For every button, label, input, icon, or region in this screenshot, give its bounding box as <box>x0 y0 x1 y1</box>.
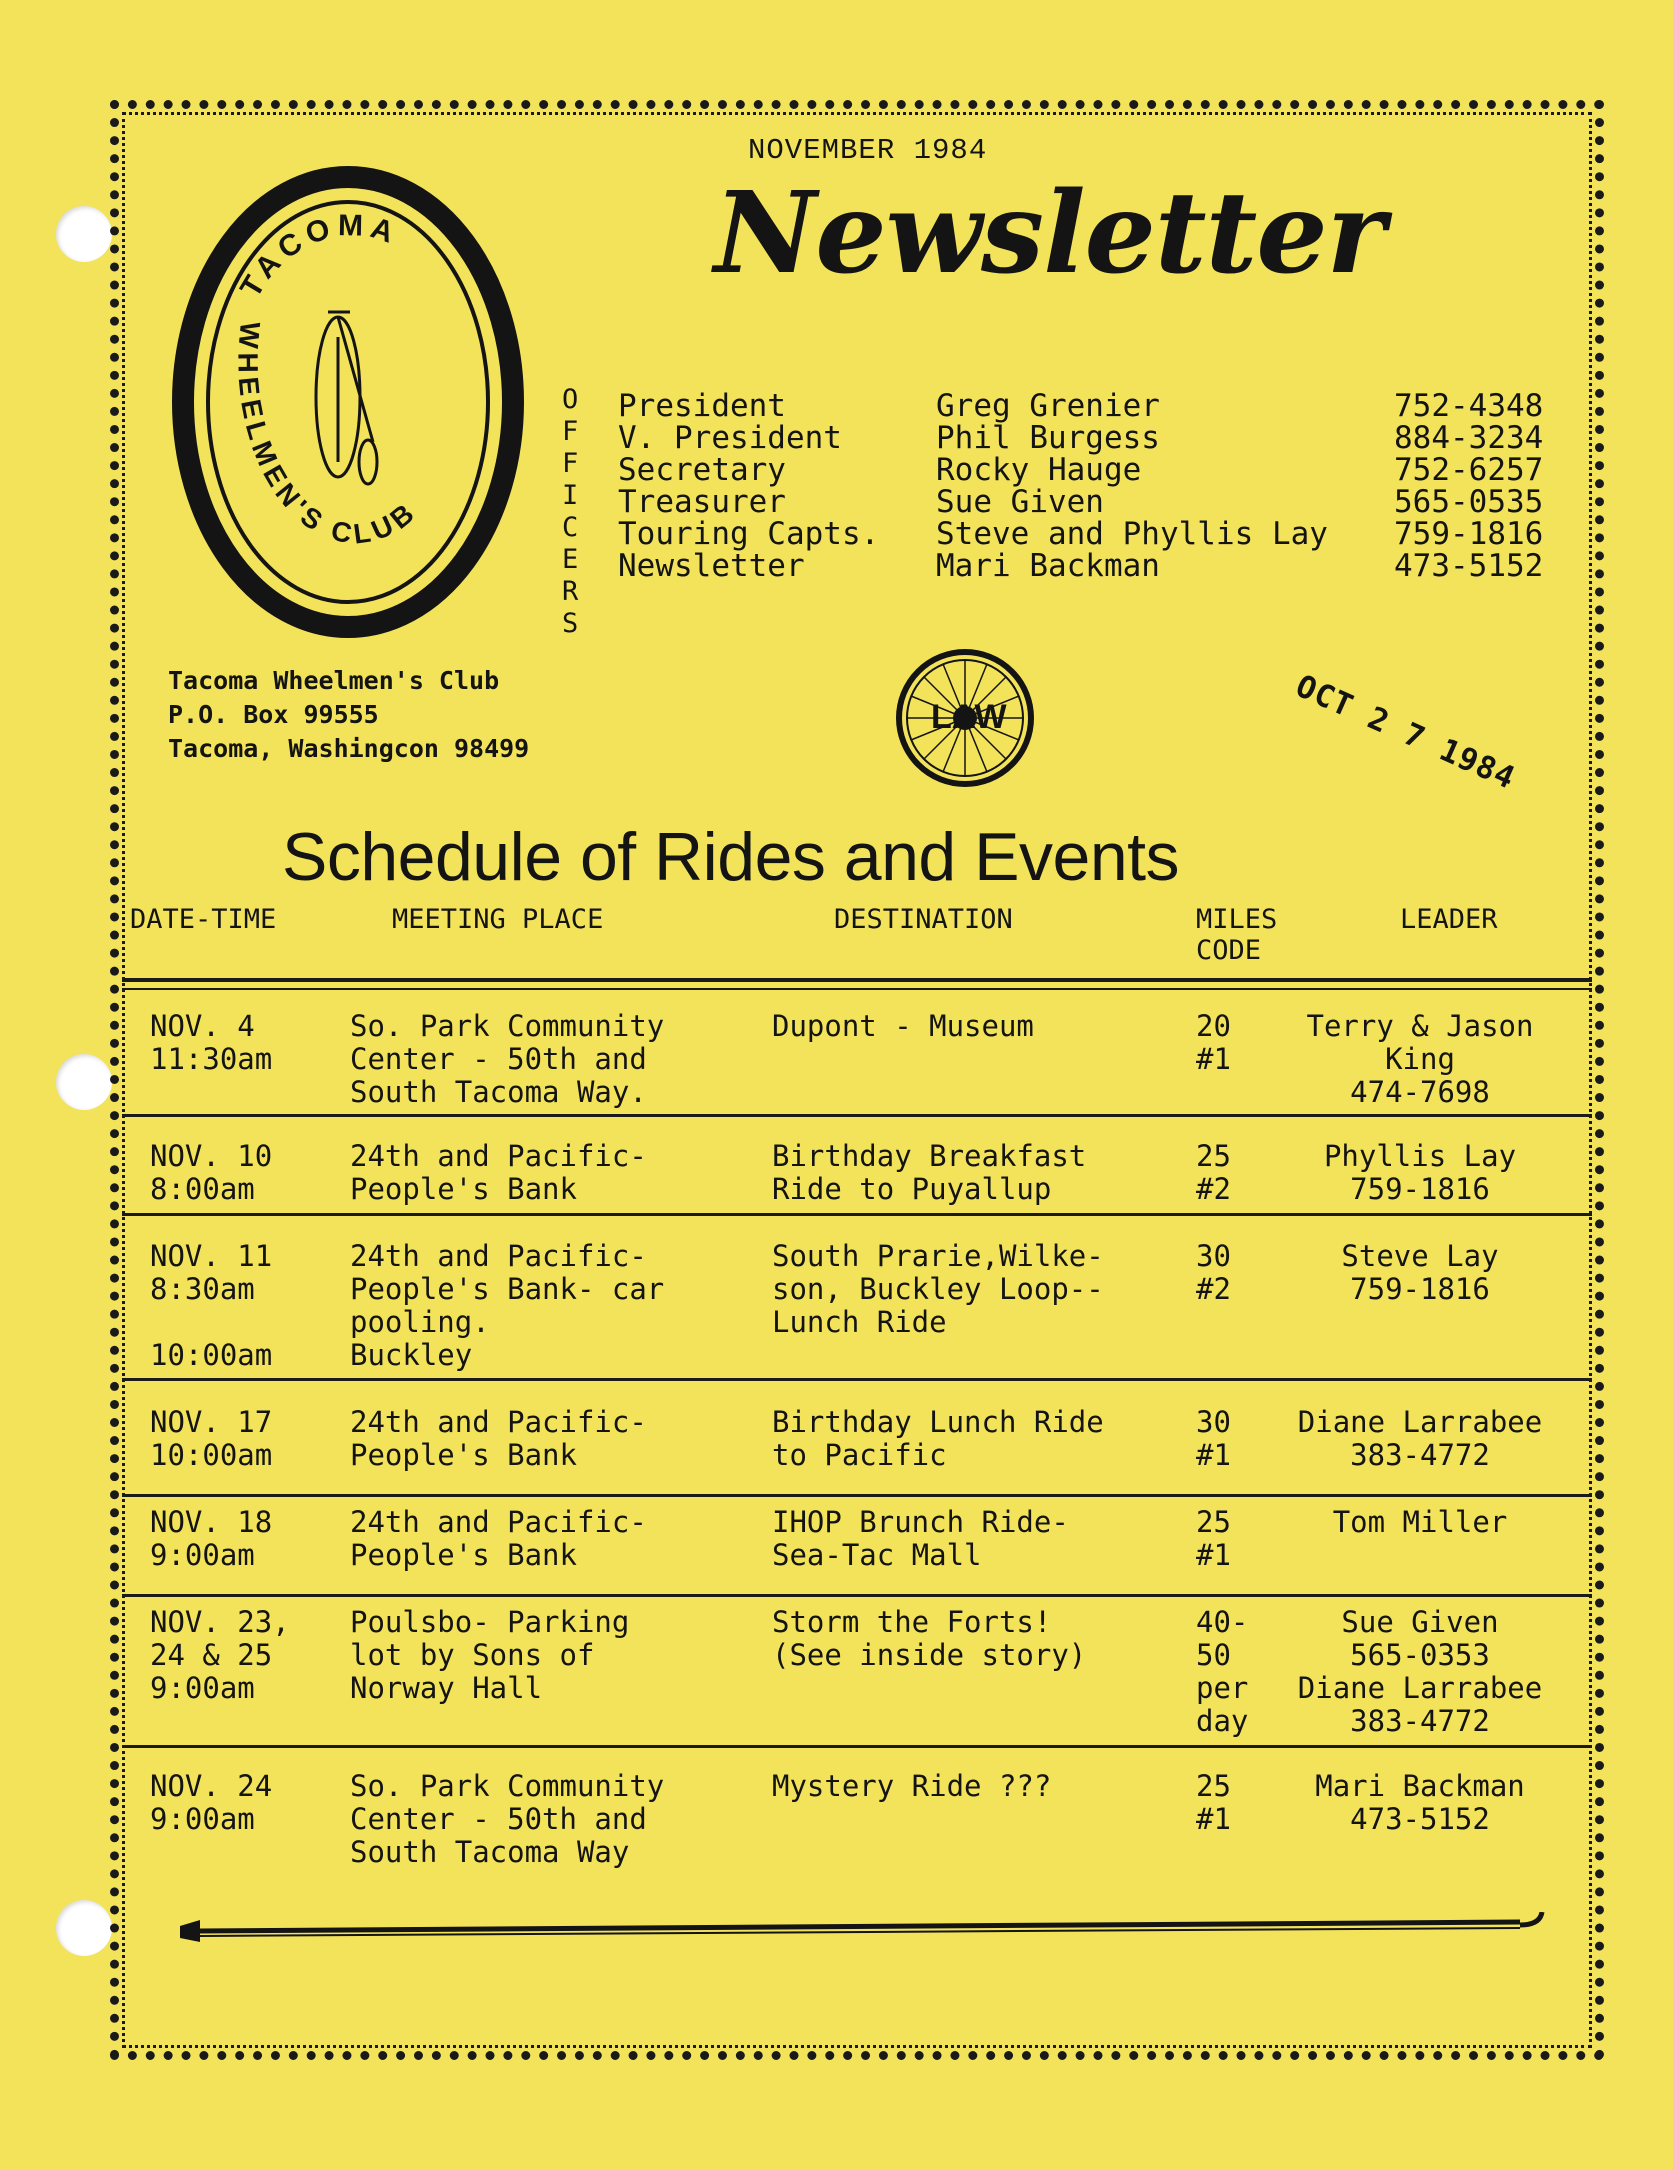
ride-destination: IHOP Brunch Ride- Sea-Tac Mall <box>772 1505 1069 1572</box>
penny-farthing-icon <box>316 312 377 484</box>
logo-side-text: WHEELMEN'S CLUB <box>232 320 424 550</box>
ride-date: NOV. 18 9:00am <box>150 1505 273 1572</box>
col-header-destination: DESTINATION <box>834 904 1013 935</box>
col-header-leader: LEADER <box>1400 904 1498 935</box>
acrostic-letter: F <box>562 416 579 447</box>
col-header-meeting: MEETING PLACE <box>392 904 604 935</box>
binder-hole-top <box>56 206 112 262</box>
officer-role: Newsletter <box>618 548 805 584</box>
ride-date: NOV. 17 10:00am <box>150 1405 273 1472</box>
acrostic-letter: S <box>562 608 579 639</box>
ride-miles-code: 40- 50 per day <box>1196 1605 1249 1738</box>
ride-meeting-place: So. Park Community Center - 50th and South Tacoma Way <box>350 1769 665 1869</box>
ride-date: NOV. 4 11:30am <box>150 1009 273 1076</box>
ride-miles-code: 30 #1 <box>1196 1405 1231 1472</box>
ride-meeting-place: 24th and Pacific- People's Bank <box>350 1139 647 1206</box>
ride-miles-code: 25 #1 <box>1196 1505 1231 1572</box>
ride-meeting-place: 24th and Pacific- People's Bank <box>350 1405 647 1472</box>
acrostic-letter: C <box>562 512 579 543</box>
ride-leader: Mari Backman 473-5152 <box>1315 1769 1525 1836</box>
officer-name: Greg Grenier <box>936 388 1160 424</box>
ride-meeting-place: 24th and Pacific- People's Bank <box>350 1505 647 1572</box>
club-logo <box>168 162 528 642</box>
officer-role: V. President <box>618 420 842 456</box>
ride-date: NOV. 23, 24 & 25 9:00am <box>150 1605 290 1705</box>
ride-destination: Birthday Lunch Ride to Pacific <box>772 1405 1104 1472</box>
acrostic-letter: F <box>562 448 579 479</box>
ride-leader: Sue Given 565-0353 Diane Larrabee 383-4772 <box>1297 1605 1543 1738</box>
officer-role: President <box>618 388 786 424</box>
svg-text:WHEELMEN'S CLUB <box>232 321 423 550</box>
officer-row <box>618 484 1558 520</box>
officer-row <box>618 516 1558 552</box>
officer-phone: 884-3234 <box>1394 420 1544 456</box>
row-divider <box>122 1745 1592 1748</box>
address-line: P.O. Box 99555 <box>168 700 379 729</box>
club-address <box>168 664 529 766</box>
row-divider <box>122 1378 1592 1381</box>
officer-role: Treasurer <box>618 484 786 520</box>
ride-destination: Storm the Forts! (See inside story) <box>772 1605 1087 1672</box>
binder-hole-middle <box>56 1054 112 1110</box>
officer-row <box>618 452 1558 488</box>
officer-name: Steve and Phyllis Lay <box>936 516 1328 552</box>
ride-leader: Terry & Jason King 474-7698 <box>1306 1009 1534 1109</box>
ride-destination: Mystery Ride ??? <box>772 1769 1052 1803</box>
officer-name: Sue Given <box>936 484 1104 520</box>
ride-meeting-place: Poulsbo- Parking lot by Sons of Norway Hall <box>350 1605 630 1705</box>
officer-phone: 473-5152 <box>1394 548 1544 584</box>
ride-leader: Tom Miller <box>1332 1505 1508 1539</box>
ride-meeting-place: So. Park Community Center - 50th and South Tacoma Way. <box>350 1009 665 1109</box>
acrostic-letter: I <box>562 480 579 511</box>
newsletter-title: Newsletter <box>714 168 1385 299</box>
ride-destination: Birthday Breakfast Ride to Puyallup <box>772 1139 1087 1206</box>
row-divider <box>122 1213 1592 1216</box>
ride-miles-code: 30 #2 <box>1196 1239 1231 1306</box>
issue-date: NOVEMBER 1984 <box>748 134 988 167</box>
ride-destination: South Prarie,Wilke- son, Buckley Loop-- Lunch Ride <box>772 1239 1104 1339</box>
header-divider <box>122 978 1592 982</box>
acrostic-letter: O <box>562 384 579 415</box>
officer-phone: 759-1816 <box>1394 516 1544 552</box>
officer-phone: 752-4348 <box>1394 388 1544 424</box>
officer-phone: 752-6257 <box>1394 452 1544 488</box>
officer-row <box>618 420 1558 456</box>
schedule-title: Schedule of Rides and Events <box>282 819 1180 895</box>
ride-date: NOV. 24 9:00am <box>150 1769 273 1836</box>
ride-miles-code: 25 #2 <box>1196 1139 1231 1206</box>
ride-meeting-place: 24th and Pacific- People's Bank- car pooling. Buckley <box>350 1239 665 1372</box>
officer-role: Touring Capts. <box>618 516 880 552</box>
officer-row <box>618 548 1558 584</box>
officer-name: Mari Backman <box>936 548 1160 584</box>
ride-leader: Steve Lay 759-1816 <box>1341 1239 1499 1306</box>
header-divider <box>122 988 1592 990</box>
acrostic-letter: R <box>562 576 579 607</box>
row-divider <box>122 1114 1592 1117</box>
officer-row <box>618 388 1558 424</box>
col-header-miles: MILES CODE <box>1196 904 1278 966</box>
ride-date: NOV. 10 8:00am <box>150 1139 273 1206</box>
address-line: Tacoma, Washingcon 98499 <box>168 734 530 763</box>
officers-list <box>618 388 1558 584</box>
ride-miles-code: 25 #1 <box>1196 1769 1231 1836</box>
ride-destination: Dupont - Museum <box>772 1009 1034 1043</box>
row-divider <box>122 1594 1592 1597</box>
logo-top-text: TACOMA <box>234 209 404 304</box>
received-date-stamp: OCT 2 7 1984 <box>1290 668 1521 797</box>
col-header-date: DATE-TIME <box>130 904 277 935</box>
bicycle-pump-icon <box>180 1912 1560 1952</box>
acrostic-letter: E <box>562 544 579 575</box>
officer-phone: 565-0535 <box>1394 484 1544 520</box>
ride-date: NOV. 11 8:30am 10:00am <box>150 1239 273 1372</box>
law-emblem-icon <box>893 646 1037 790</box>
binder-hole-bottom <box>56 1900 112 1956</box>
emblem-letters: LAW <box>931 698 1007 736</box>
ride-leader: Diane Larrabee 383-4772 <box>1297 1405 1543 1472</box>
ride-miles-code: 20 #1 <box>1196 1009 1231 1076</box>
ride-leader: Phyllis Lay 759-1816 <box>1323 1139 1517 1206</box>
row-divider <box>122 1494 1592 1497</box>
address-line: Tacoma Wheelmen's Club <box>168 666 500 695</box>
officer-name: Phil Burgess <box>936 420 1160 456</box>
officer-name: Rocky Hauge <box>936 452 1142 488</box>
officers-acrostic <box>562 384 578 640</box>
officer-role: Secretary <box>618 452 786 488</box>
